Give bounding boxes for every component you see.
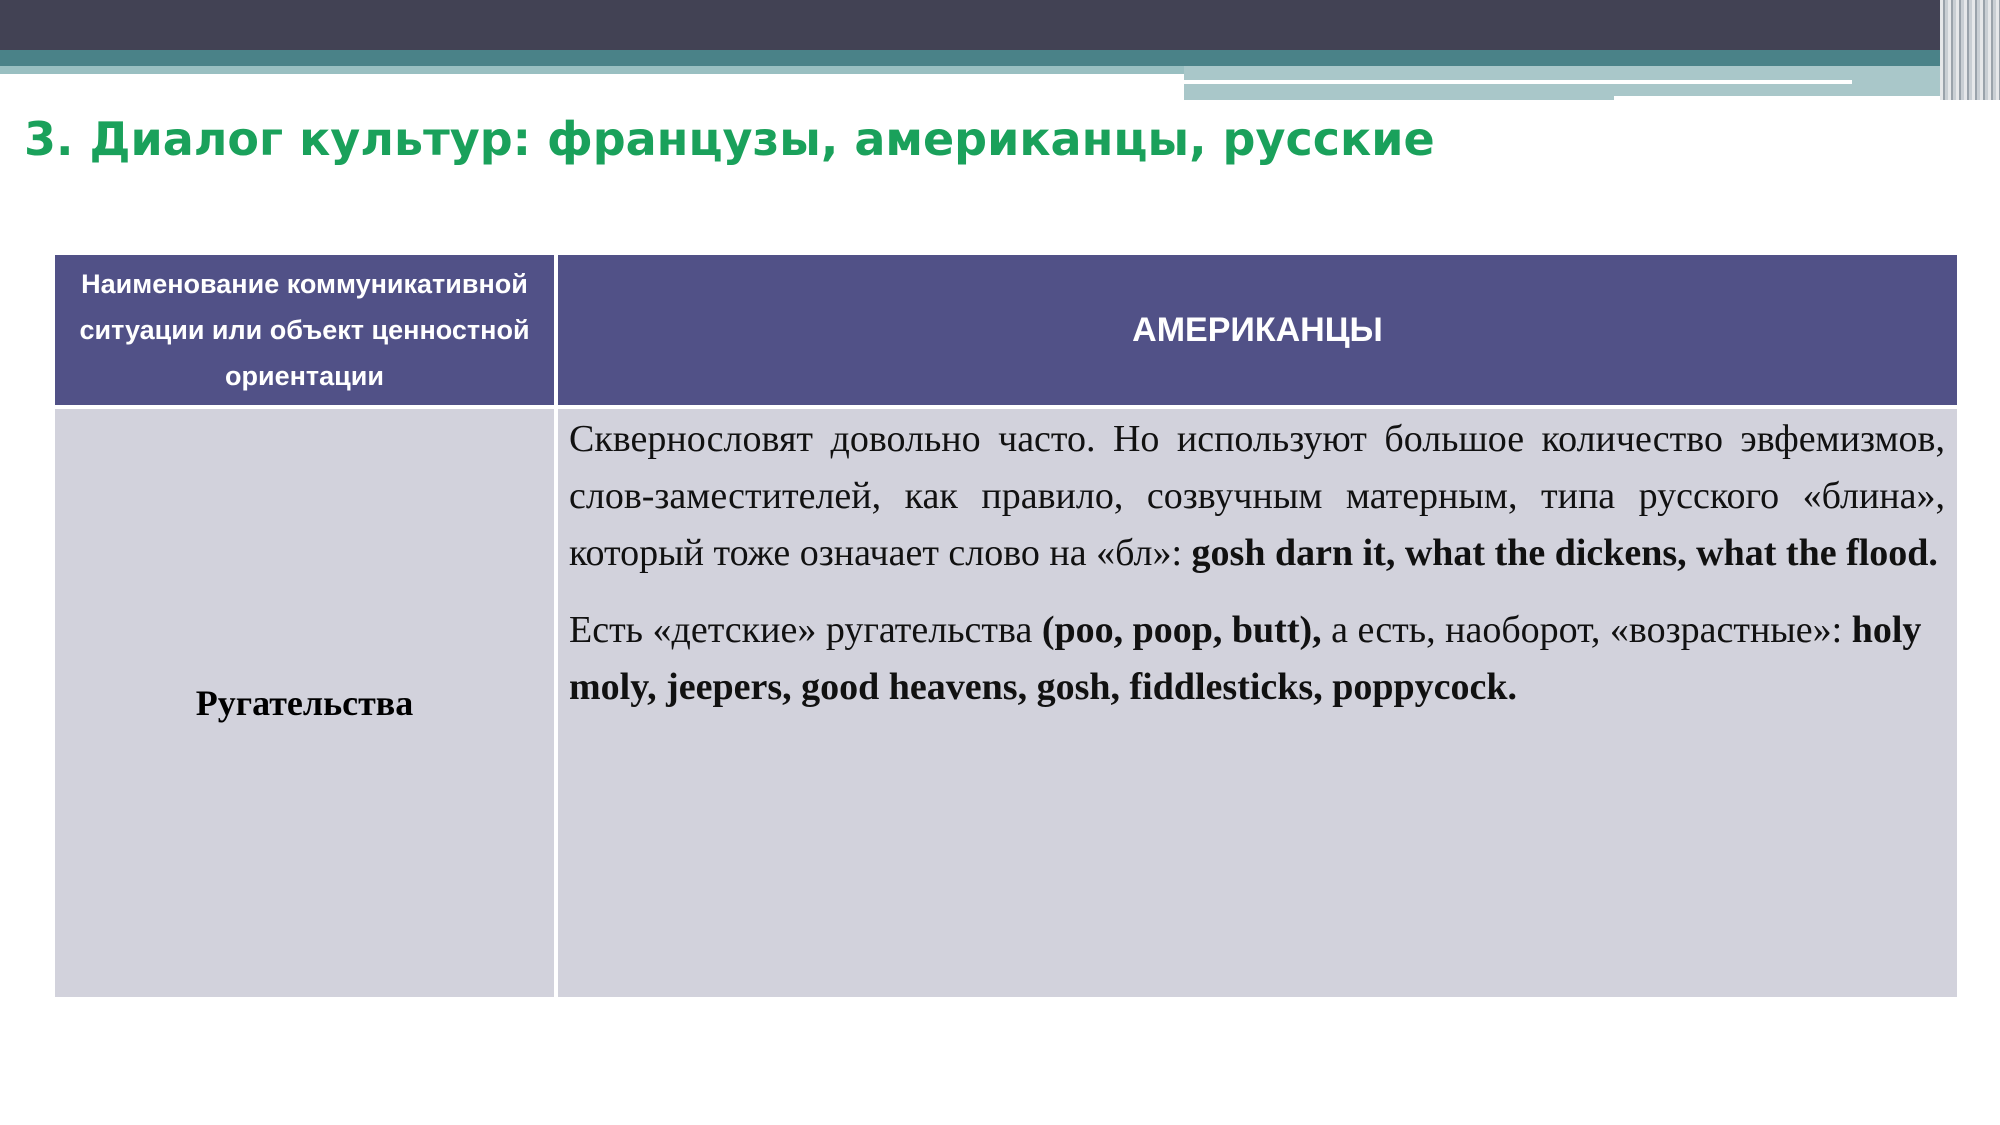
row-label: Ругательства [195, 683, 414, 723]
slide-title: 3. Диалог культур: французы, американцы, русские [24, 112, 1435, 166]
para1-text: Сквернословят довольно часто. Но используют большое количество эвфемизмов, слов-заместителей, как правило, созвучным матерным, типа русского «блина», который тоже означает слово на «бл»: [569, 418, 1945, 574]
description-paragraph-1 [569, 411, 1945, 582]
comparison-table [55, 255, 1957, 997]
header-situation [55, 255, 554, 405]
para2-text-1: Есть «детские» ругательства [569, 609, 1042, 651]
para2-examples-adult: holy moly, jeepers, good heavens, gosh, fiddlesticks, poppycock. [569, 609, 1922, 708]
top-bar-dark [0, 0, 2000, 50]
row-description-cell [558, 409, 1957, 997]
top-bar-teal [0, 50, 2000, 66]
para2-text-2: а есть, наоборот, «возрастные»: [1321, 609, 1852, 651]
top-bar-light-teal [0, 66, 1184, 74]
description-paragraph-2 [569, 602, 1945, 716]
row-label-cell [55, 409, 554, 997]
para1-examples: gosh darn it, what the dickens, what the flood. [1191, 532, 1938, 574]
header-americans-label: АМЕРИКАНЦЫ [1132, 310, 1383, 349]
top-bar-divider-line [1184, 80, 1852, 84]
para2-examples-children: (poo, poop, butt), [1041, 609, 1322, 651]
header-situation-label: Наименование коммуникативной ситуации или объект ценностной ориентации [79, 269, 530, 391]
decorative-stripes [1940, 0, 2000, 100]
header-americans [558, 255, 1957, 405]
